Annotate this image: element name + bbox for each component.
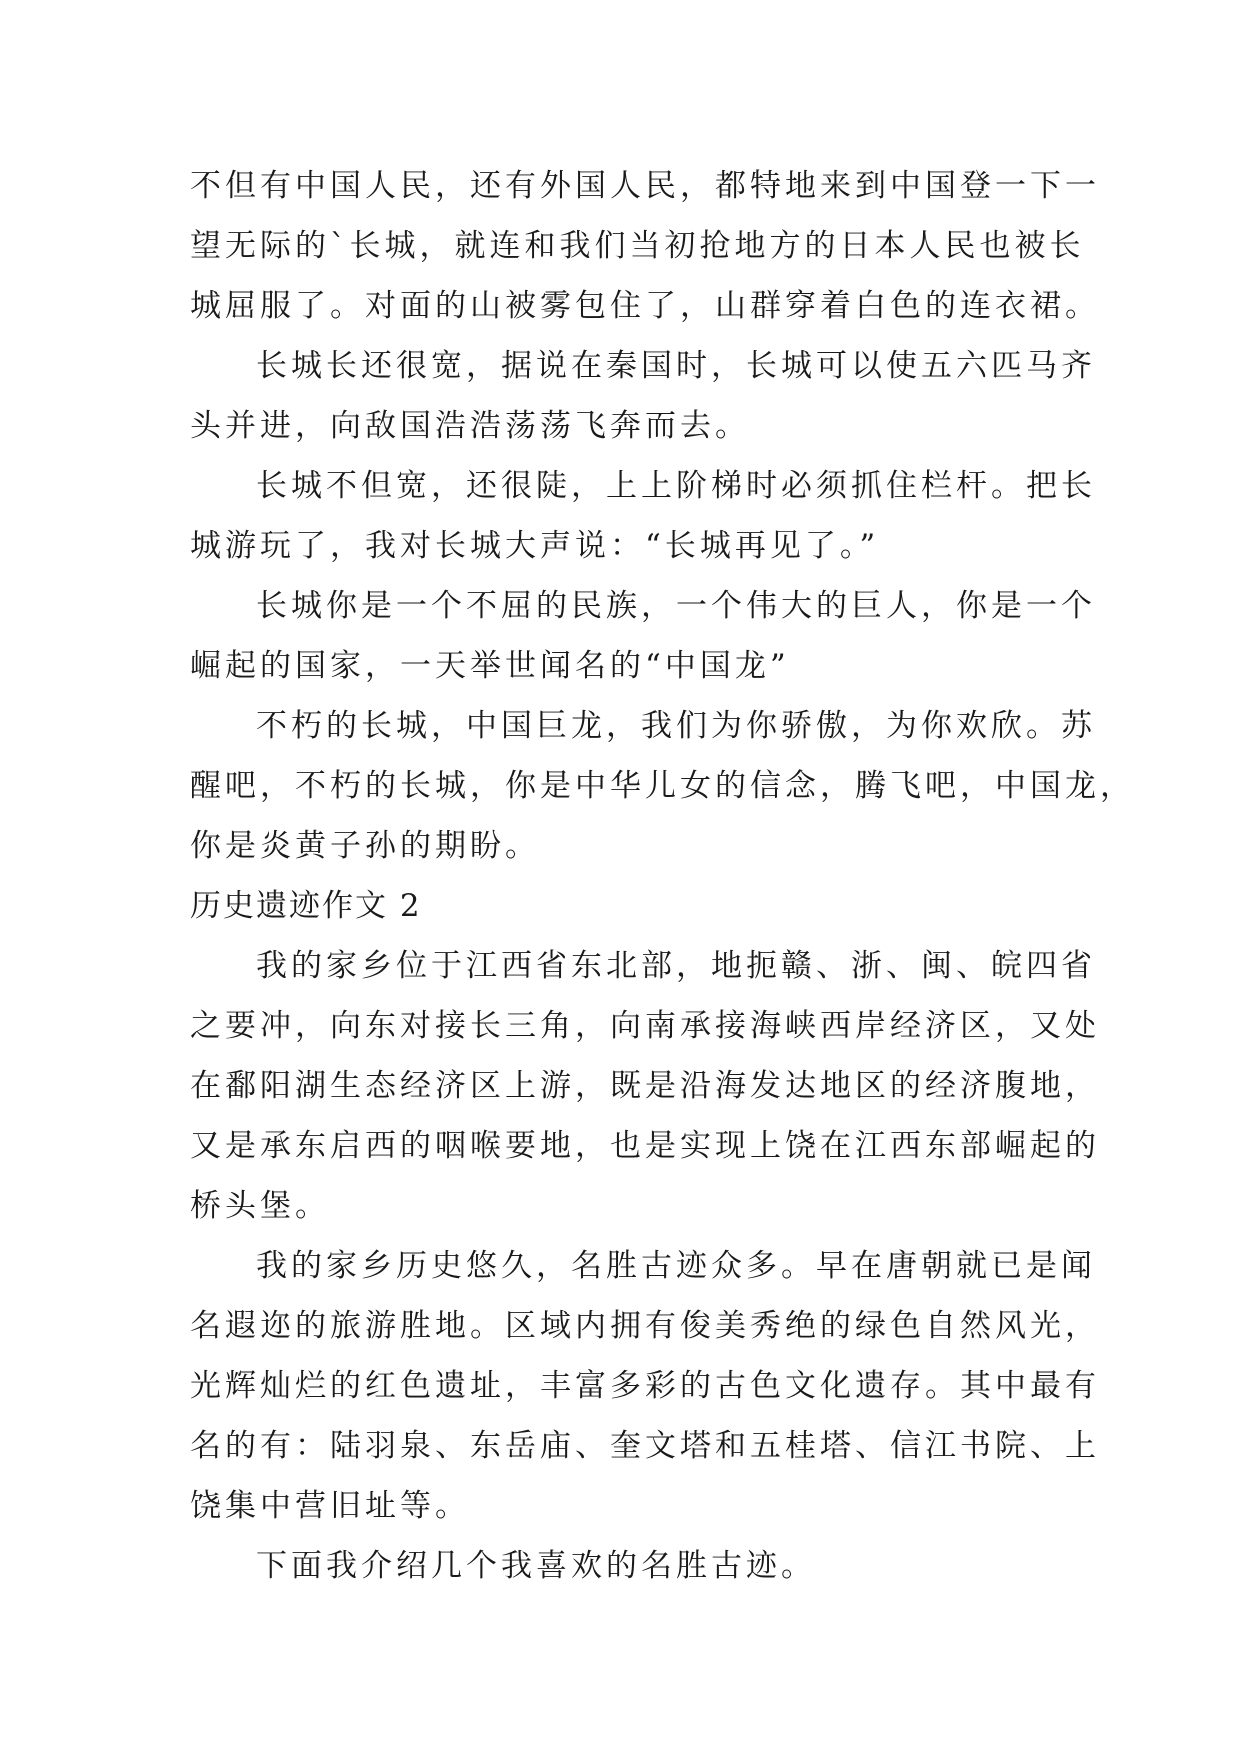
text-line: 城屈服了。对面的山被雾包住了，山群穿着白色的连衣裙。	[190, 288, 1100, 324]
text-line: 城游玩了，我对长城大声说：“长城再见了。”	[190, 528, 880, 564]
paragraph-first-line: 长城你是一个不屈的民族，一个伟大的巨人，你是一个	[256, 588, 1096, 624]
text-line: 头并进，向敌国浩浩荡荡飞奔而去。	[190, 408, 750, 444]
text-line: 名遐迩的旅游胜地。区域内拥有俊美秀绝的绿色自然风光，	[190, 1308, 1100, 1344]
text-line: 不但有中国人民，还有外国人民，都特地来到中国登一下一	[190, 168, 1100, 204]
section-heading: 历史遗迹作文 2	[190, 888, 422, 924]
paragraph-first-line: 我的家乡历史悠久，名胜古迹众多。早在唐朝就已是闻	[256, 1248, 1096, 1284]
text-line: 又是承东启西的咽喉要地，也是实现上饶在江西东部崛起的	[190, 1128, 1100, 1164]
paragraph-first-line: 长城不但宽，还很陡，上上阶梯时必须抓住栏杆。把长	[256, 468, 1096, 504]
paragraph-first-line: 我的家乡位于江西省东北部，地扼赣、浙、闽、皖四省	[256, 948, 1096, 984]
text-line: 光辉灿烂的红色遗址，丰富多彩的古色文化遗存。其中最有	[190, 1368, 1100, 1404]
paragraph-first-line: 不朽的长城，中国巨龙，我们为你骄傲，为你欢欣。苏	[256, 708, 1096, 744]
text-line: 你是炎黄子孙的期盼。	[190, 828, 540, 864]
text-line: 桥头堡。	[190, 1188, 330, 1224]
text-line: 醒吧，不朽的长城，你是中华儿女的信念，腾飞吧，中国龙，	[190, 768, 1135, 804]
text-line: 望无际的`长城，就连和我们当初抢地方的日本人民也被长	[190, 228, 1085, 264]
text-line: 崛起的国家，一天举世闻名的“中国龙”	[190, 648, 790, 684]
text-line: 名的有：陆羽泉、东岳庙、奎文塔和五桂塔、信江书院、上	[190, 1428, 1100, 1464]
text-line: 在鄱阳湖生态经济区上游，既是沿海发达地区的经济腹地，	[190, 1068, 1100, 1104]
paragraph-first-line: 下面我介绍几个我喜欢的名胜古迹。	[256, 1548, 816, 1584]
text-line: 饶集中营旧址等。	[190, 1488, 470, 1524]
text-line: 之要冲，向东对接长三角，向南承接海峡西岸经济区，又处	[190, 1008, 1100, 1044]
paragraph-first-line: 长城长还很宽，据说在秦国时，长城可以使五六匹马齐	[256, 348, 1096, 384]
document-body	[190, 156, 1135, 1596]
